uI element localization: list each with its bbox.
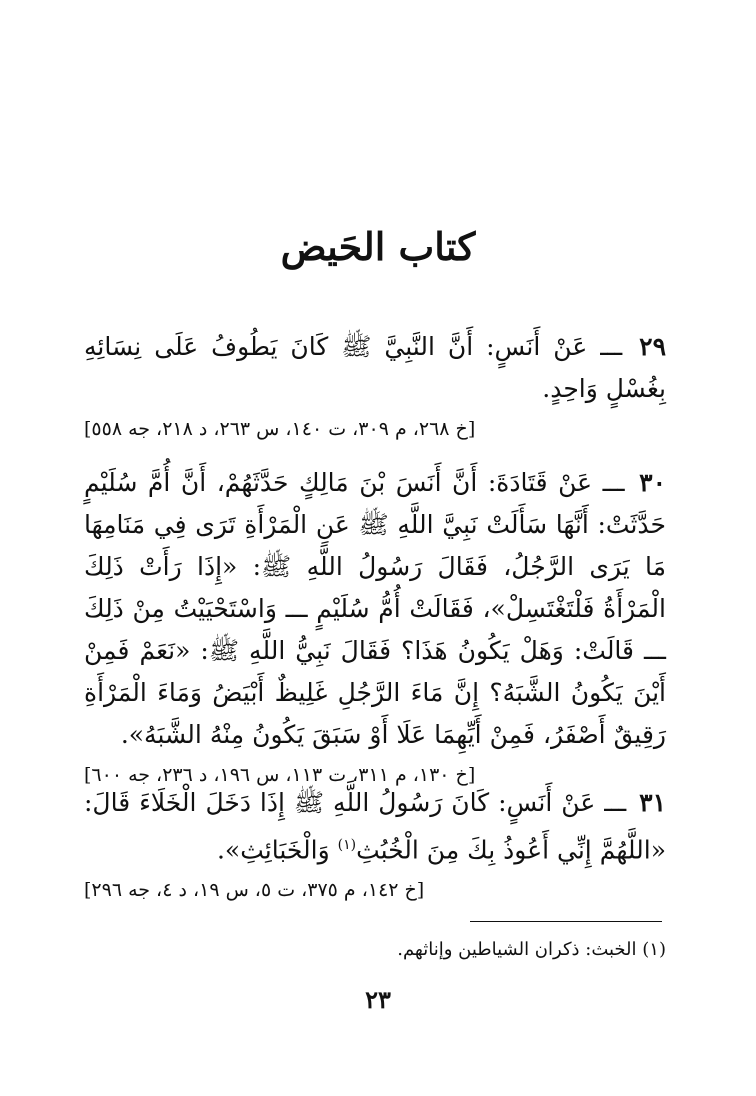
hadith-text: ـــ عَنْ أَنَسٍ: أَنَّ النَّبِيَّ ﷺ كَانَ يَطُوفُ عَلَى نِسَائِهِ بِغُسْلٍ وَاحِدٍ.: [84, 332, 666, 403]
hadith-text: ـــ عَنْ قَتَادَةَ: أَنَّ أَنَسَ بْنَ مَالِكٍ حَدَّثَهُمْ، أَنَّ أُمَّ سُلَيْمٍ حَدَّثَتْ: أَنَّهَا سَأَلَتْ نَبِيَّ اللَّهِ ﷺ عَنِ الْمَرْأَةِ تَرَى فِي مَنَامِهَا مَا يَرَى الرَّجُلُ، فَقَالَ رَسُولُ اللَّهِ ﷺ: «إِذَا رَأَتْ ذَلِكَ الْمَرْأَةُ فَلْتَغْتَسِلْ»، فَقَالَتْ أُمُّ سُلَيْمٍ ـــ وَاسْتَحْيَيْتُ مِنْ ذَلِكَ ـــ قَالَتْ: وَهَلْ يَكُونُ هَذَا؟ فَقَالَ نَبِيُّ اللَّهِ ﷺ: «نَعَمْ فَمِنْ أَيْنَ يَكُونُ الشَّبَهُ؟ إِنَّ مَاءَ الرَّجُلِ غَلِيظٌ أَبْيَضُ وَمَاءَ الْمَرْأَةِ رَقِيقٌ أَصْفَرُ، فَمِنْ أَيِّهِمَا عَلَا أَوْ سَبَقَ يَكُونُ مِنْهُ الشَّبَهُ».: [84, 468, 666, 749]
hadith-text: ـــ عَنْ أَنَسٍ: كَانَ رَسُولُ اللَّهِ ﷺ إِذَا دَخَلَ الْخَلَاءَ قَالَ: «اللَّهُمَّ إِنِّي أَعُوذُ بِكَ مِنَ الْخُبُثِ: [84, 788, 666, 865]
hadith-body: [84, 782, 666, 871]
hadith-reference: [84, 414, 666, 444]
reference-text: [خ ١٤٢، م ٣٧٥، ت ٥، س ١٩، د ٤، جه ٢٩٦]: [84, 879, 425, 902]
hadith-text-continued: وَالْخَبَائِثِ».: [216, 835, 338, 865]
hadith-30: [84, 462, 666, 790]
reference-text: [خ ٢٦٨، م ٣٠٩، ت ١٤٠، س ٢٦٣، د ٢١٨، جه ٥٥٨]: [84, 418, 476, 440]
footnote-divider: [470, 921, 662, 922]
hadith-31: [84, 782, 666, 905]
footnote: [397, 937, 666, 963]
hadith-reference: [84, 875, 666, 905]
footnote-marker-label: (١): [642, 939, 666, 960]
page-number: ٢٣: [365, 985, 391, 1014]
reference-text: [خ ١٣٠، م ٣١١، ت ١١٣، س ١٩٦، د ٢٣٦، جه ٦٠٠]: [84, 764, 476, 786]
hadith-number: ٢٩: [639, 332, 666, 361]
footnote-marker[interactable]: (١): [337, 837, 357, 853]
hadith-number: ٣١: [639, 788, 666, 817]
hadith-body: [84, 326, 666, 410]
chapter-title: كتاب الحَيض: [280, 224, 476, 269]
hadith-body: [84, 462, 666, 756]
footnote-text: الخبث: ذكران الشياطين وإناثهم.: [397, 939, 637, 960]
hadith-29: [84, 326, 666, 444]
hadith-number: ٣٠: [639, 468, 666, 497]
